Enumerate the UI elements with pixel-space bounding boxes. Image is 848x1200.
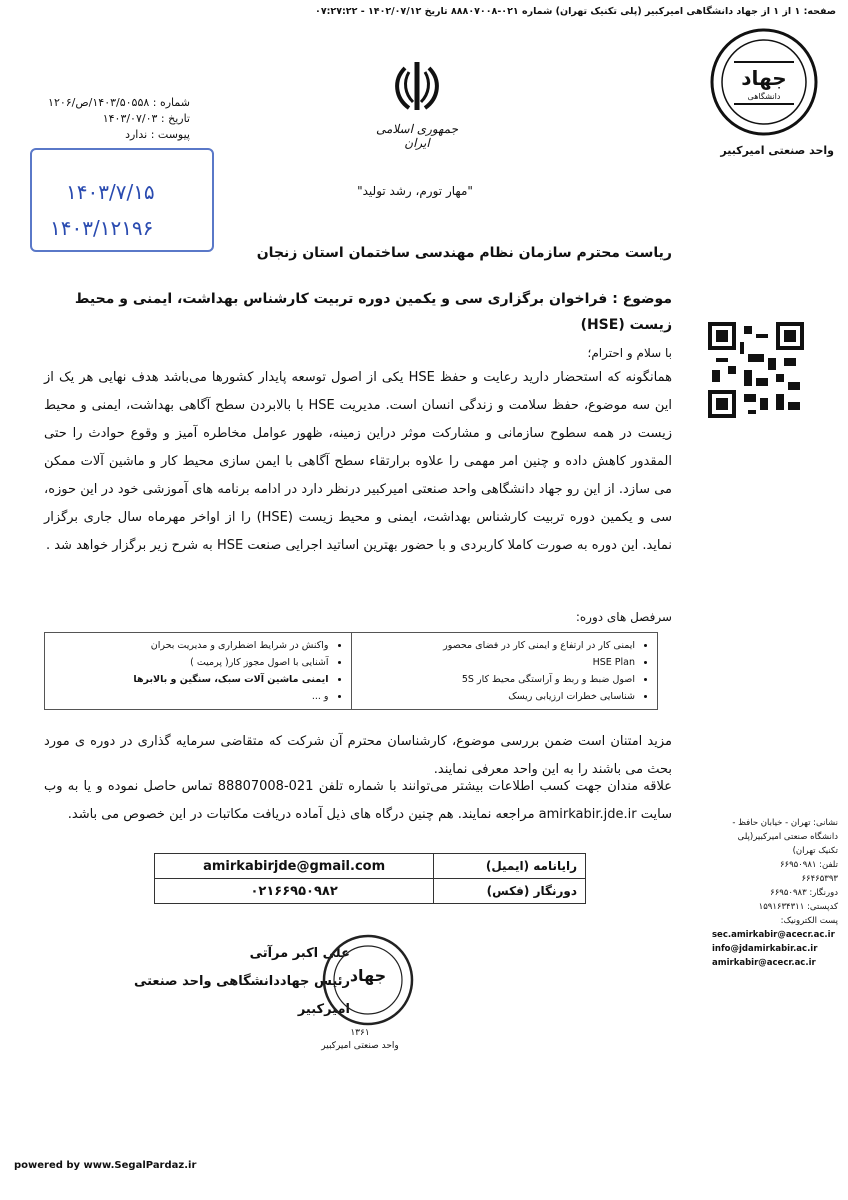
phone-value: ۶۶۴۶۵۳۹۳ [801,874,838,884]
courses-left-col [45,633,352,710]
received-stamp [30,148,214,252]
course-item: • ایمنی کار در ارتفاع و ایمنی کار در فضای محصور [360,637,636,654]
signature-stamp [318,930,418,1030]
email-label: پست الکترونیک: [780,916,838,926]
course-item: • و ... [53,688,329,705]
fax-value: ۶۶۹۵۰۹۸۳ [770,888,807,898]
slogan: "مهار تورم، رشد تولید" [357,184,473,198]
qr-code [708,322,804,418]
signature-block [110,940,350,1024]
phone-value: ۶۶۹۵۰۹۸۱ [779,860,817,870]
email-line[interactable]: info@jdamirkabir.ac.ir [712,944,818,954]
attachment-label: پیوست : [150,128,190,141]
emblem-icon [387,58,447,114]
stamp-title: جهاد [349,966,387,985]
stamp-year: ۱۳۶۱ [350,1028,370,1038]
received-date: ۱۴۰۳/۷/۱۵ [66,180,155,204]
org-unit: واحد صنعتی امیرکبیر [720,144,834,157]
address-line: تکنیک تهران) [792,846,838,856]
contact-label: رایانامه (ایمیل) [434,854,586,879]
email-line[interactable]: sec.amirkabir@acecr.ac.ir [712,930,835,940]
course-item: • ایمنی ماشین آلات سبک، سنگین و بالابرها [53,671,329,688]
emblem-caption: جمهوری اسلامی ایران [375,122,459,150]
fax-label: دورنگار: [809,888,838,898]
phone-label: تلفن: [819,860,838,870]
recipient: ریاست محترم سازمان نظام مهندسی ساختمان استان زنجان [256,245,672,261]
address-line: دانشگاه صنعتی امیرکبیر(پلی [737,832,838,842]
course-item: • آشنایی با اصول مجوز کار( پرمیت ) [53,654,329,671]
number-label: شماره : [152,96,190,109]
greeting: با سلام و احترام؛ [587,346,672,360]
signer-title: رئیس جهاددانشگاهی واحد صنعتی امیرکبیر [133,974,350,1017]
table-row [155,854,586,879]
logo-sub: دانشگاهی [747,92,781,101]
subject: موضوع : فراخوان برگزاری سی و یکمین دوره تربیت کارشناس بهداشت، ایمنی و محیط زیست (HSE) [74,291,672,333]
contact-fax: ۰۲۱۶۶۹۵۰۹۸۲ [155,879,434,904]
body-paragraph-2: مزید امتنان است ضمن بررسی موضوع، کارشناسان محترم آن شرکت که متقاضی سرمایه گذاری در دوره ی مورد بحث می باشند را به این واحد معرفی نمایند. [44,734,672,777]
address-line: نشانی: تهران - خیابان حافظ - [732,818,838,828]
course-item: • HSE Plan [360,654,636,671]
signer-name: علی اکبر مرآتی [249,946,350,961]
course-item: • واکنش در شرایط اضطراری و مدیریت بحران [53,637,329,654]
received-number: ۱۴۰۳/۱۲۱۹۶ [50,216,154,240]
date-value: ۱۴۰۳/۰۷/۰۳ [102,112,158,125]
courses-right-col [351,633,658,710]
table-row [155,879,586,904]
date-label: تاریخ : [160,112,190,125]
contact-label: دورنگار (فکس) [434,879,586,904]
course-item: • شناسایی خطرات ارزیابی ریسک [360,688,636,705]
attachment-value: ندارد [125,128,148,141]
stamp-caption: واحد صنعتی امیرکبیر [321,1041,399,1051]
letter-meta [40,96,190,144]
body-paragraph-3: علاقه مندان جهت کسب اطلاعات بیشتر می‌توانند با شماره تلفن 021-88807008 تماس حاصل نموده و یا به وب سایت amirkabir.jde.ir مراجعه نمایند. هم چنین درگاه های ذیل آماده دریافت مکاتبات در این خصوص می باشد. [44,779,673,822]
footer-credit[interactable]: powered by www.SegalPardaz.ir [14,1160,197,1171]
postal-label: کدپستی: [807,902,838,912]
iran-emblem [372,58,462,178]
course-item: • اصول ضبط و ربط و آراستگی محیط کار 5S [360,671,636,688]
contact-email[interactable]: amirkabirjde@gmail.com [155,854,434,879]
contact-table [154,853,586,904]
sidebar-contact [712,816,838,970]
email-line[interactable]: amirkabir@acecr.ac.ir [712,958,816,968]
logo-title: جهاد [741,66,787,90]
courses-table [44,632,658,710]
body-paragraph-1: همانگونه که استحضار دارید رعایت و حفظ HSE یکی از اصول توسعه پایدار کشورها می‌باشد هدف نهایی هر یک از این سه موضوع، حفظ سلامت و زندگی انسان است. مدیریت HSE با بالابردن سطح آگاهی بهداشت، ایمنی و محیط زیست در همه سطوح سازمانی و مشارکت موثر دراین زمینه، ظهور عوامل مخاطره آمیز و وقوع حوادث را حتی المقدور کاهش داده و چنین امر مهمی را علاوه برارتقاء سطح آگاهی با ایمن سازی محیط کار و ماشین آلات ممکن می سازد. از این رو جهاد دانشگاهی واحد صنعتی امیرکبیر درنظر دارد در ادامه برنامه های آموزشی خود در این حوزه، سی و یکمین دوره تربیت کارشناس بهداشت، ایمنی و محیط زیست (HSE) را از اواخر مهرماه سال جاری برگزار نماید. این دوره به صورت کاملا کاربردی و با حضور بهترین اساتید اجرایی صنعت HSE به شرح زیر برگزار خواهد شد . [44,370,672,553]
number-value: ۱۴۰۳/۵۰۵۵۸/ص/۱۲۰۶ [48,96,150,109]
courses-title: سرفصل های دوره: [575,610,672,624]
fax-header: صفحه: ۱ از ۱ از جهاد دانشگاهی امیرکبیر (پلی تکنیک تهران) شماره ۰۲۱-۸۸۸۰۷۰۰۸ تاریخ ۱۴۰۲/۰۷/۱۲ - ۰۷:۲۷:۲۲ [315,6,836,17]
jihad-logo [704,22,824,142]
postal-value: ۱۵۹۱۶۳۴۳۱۱ [758,902,805,912]
